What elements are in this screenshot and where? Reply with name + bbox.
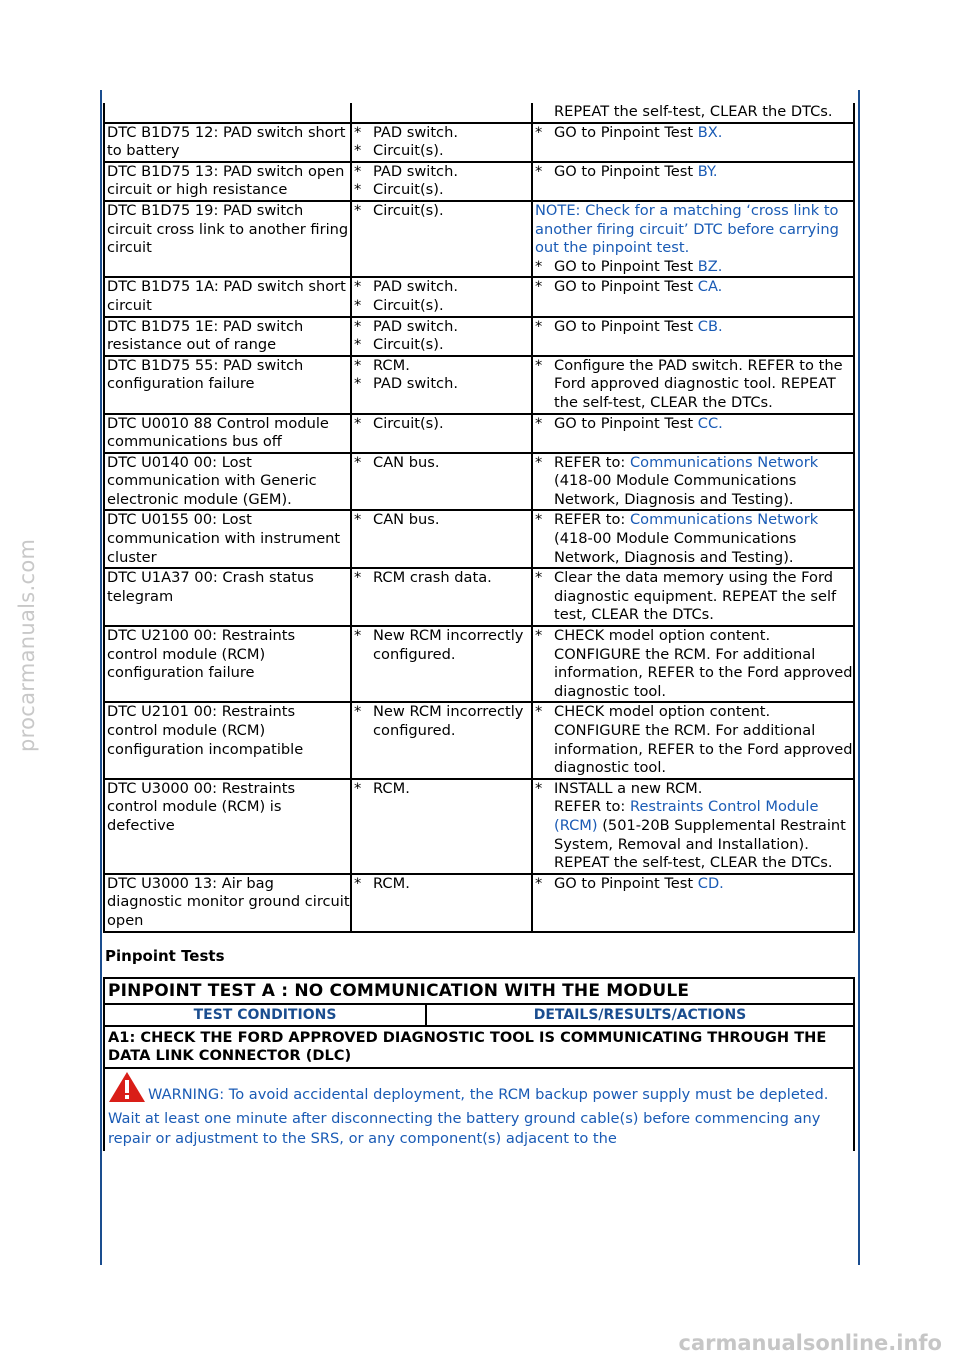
cause-text: Circuit(s). bbox=[373, 336, 444, 354]
action-cell bbox=[532, 874, 854, 932]
warning-text: WARNING: To avoid accidental deployment, the RCM backup power supply must be depleted. Wait at least one minute after disconnecting the battery ground cable(s) before commencing any repair or adjustment to the SRS, or any component(s) adjacent to the bbox=[108, 1085, 829, 1147]
test-conditions-label: TEST CONDITIONS bbox=[193, 1006, 337, 1023]
possible-causes-cell bbox=[351, 510, 532, 568]
possible-causes-cell bbox=[351, 702, 532, 778]
cross-reference-link[interactable]: CD. bbox=[697, 874, 724, 892]
action-text-lead: REFER to: bbox=[554, 511, 630, 529]
action-item bbox=[535, 163, 853, 182]
possible-causes-cell bbox=[351, 201, 532, 277]
action-text bbox=[554, 103, 853, 122]
cause-item bbox=[354, 181, 531, 200]
pinpoint-test-table bbox=[103, 977, 855, 1151]
bullet-star: * bbox=[354, 779, 362, 797]
cause-item bbox=[354, 297, 531, 316]
cause-text: CAN bus. bbox=[373, 453, 440, 471]
warning-block bbox=[104, 1068, 854, 1151]
bullet-star: * bbox=[354, 296, 362, 314]
bullet-star: * bbox=[354, 627, 362, 645]
action-cell bbox=[532, 510, 854, 568]
cause-item bbox=[354, 415, 531, 434]
bullet-star: * bbox=[535, 123, 543, 141]
dtc-row bbox=[104, 356, 854, 414]
bullet-star: * bbox=[354, 162, 362, 180]
action-text-lead: GO to Pinpoint Test bbox=[554, 278, 698, 296]
cause-text: PAD switch. bbox=[373, 278, 458, 296]
cause-item bbox=[354, 357, 531, 376]
cause-item bbox=[354, 569, 531, 588]
dtc-code-cell: DTC B1D75 55: PAD switch configuration failure bbox=[104, 356, 351, 414]
action-item bbox=[535, 627, 853, 701]
dtc-code-cell: DTC B1D75 1E: PAD switch resistance out of range bbox=[104, 317, 351, 356]
cause-item bbox=[354, 454, 531, 473]
cause-text: New RCM incorrectly configured. bbox=[373, 703, 524, 739]
action-item bbox=[535, 278, 853, 297]
dtc-row bbox=[104, 201, 854, 277]
cause-item bbox=[354, 124, 531, 143]
action-text-lead: CHECK model option content. CONFIGURE the RCM. For additional information, REFER to the Ford approved diagnostic tool. bbox=[554, 627, 853, 700]
possible-causes-cell bbox=[351, 414, 532, 453]
dtc-code-cell: DTC B1D75 13: PAD switch open circuit or high resistance bbox=[104, 162, 351, 201]
bullet-star: * bbox=[535, 414, 543, 432]
possible-causes-cell bbox=[351, 103, 532, 123]
cause-text: RCM. bbox=[373, 874, 410, 892]
bullet-star: * bbox=[354, 336, 362, 354]
bullet-star: * bbox=[354, 201, 362, 219]
action-text bbox=[554, 454, 853, 510]
action-item bbox=[535, 511, 853, 567]
dtc-row bbox=[104, 874, 854, 932]
action-text-lead: GO to Pinpoint Test bbox=[554, 123, 698, 141]
test-conditions-header bbox=[104, 1004, 426, 1026]
pinpoint-tests-heading: Pinpoint Tests bbox=[105, 946, 225, 965]
dtc-code-cell: DTC B1D75 1A: PAD switch short circuit bbox=[104, 277, 351, 316]
action-text-lead: INSTALL a new RCM. REFER to: bbox=[554, 779, 703, 816]
right-margin-rule bbox=[858, 90, 860, 1265]
bullet-star: * bbox=[354, 278, 362, 296]
cause-item bbox=[354, 375, 531, 394]
bullet-star: * bbox=[354, 317, 362, 335]
cause-text: New RCM incorrectly configured. bbox=[373, 627, 524, 663]
cause-item bbox=[354, 780, 531, 799]
cause-item bbox=[354, 703, 531, 740]
details-header bbox=[426, 1004, 854, 1026]
action-cell bbox=[532, 626, 854, 702]
bottom-watermark: carmanualsonline.info bbox=[678, 1331, 942, 1355]
action-text bbox=[554, 780, 853, 873]
action-text-lead: Clear the data memory using the Ford diagnostic equipment. REPEAT the self test, CLEAR the DTCs. bbox=[554, 569, 837, 624]
cause-text: PAD switch. bbox=[373, 162, 458, 180]
bullet-star: * bbox=[535, 257, 543, 275]
dtc-row bbox=[104, 510, 854, 568]
action-item bbox=[535, 258, 853, 277]
bullet-star: * bbox=[535, 356, 543, 374]
cross-reference-link[interactable]: Communications Network bbox=[629, 453, 819, 471]
cross-reference-link[interactable]: CA. bbox=[697, 278, 723, 296]
action-item bbox=[535, 124, 853, 143]
action-item bbox=[535, 454, 853, 510]
action-item bbox=[535, 703, 853, 777]
action-text-lead: GO to Pinpoint Test bbox=[554, 162, 698, 180]
possible-causes-cell bbox=[351, 162, 532, 201]
bullet-star: * bbox=[354, 414, 362, 432]
bullet-star: * bbox=[535, 569, 543, 587]
action-item bbox=[535, 103, 853, 122]
cause-item bbox=[354, 627, 531, 664]
dtc-row bbox=[104, 626, 854, 702]
bullet-star bbox=[535, 103, 554, 122]
bullet-star: * bbox=[535, 627, 543, 645]
warning-triangle-icon bbox=[108, 1071, 146, 1109]
action-text bbox=[554, 875, 853, 894]
dtc-code-cell bbox=[104, 103, 351, 123]
note-text: NOTE: Check for a matching ‘cross link to another firing circuit’ DTC before carrying out the pinpoint test. bbox=[535, 201, 839, 257]
dtc-row bbox=[104, 277, 854, 316]
action-cell bbox=[532, 162, 854, 201]
possible-causes-cell bbox=[351, 356, 532, 414]
action-text-trail: (418-00 Module Communications Network, Diagnosis and Testing). bbox=[554, 472, 797, 508]
dtc-code-cell: DTC U0140 00: Lost communication with Generic electronic module (GEM). bbox=[104, 453, 351, 511]
dtc-code-cell: DTC U0155 00: Lost communication with instrument cluster bbox=[104, 510, 351, 568]
action-text bbox=[554, 415, 853, 434]
dtc-code-cell: DTC U3000 00: Restraints control module (RCM) is defective bbox=[104, 779, 351, 874]
bullet-star: * bbox=[535, 278, 543, 296]
dtc-row bbox=[104, 414, 854, 453]
action-cell bbox=[532, 103, 854, 123]
action-text bbox=[554, 318, 853, 337]
bullet-star: * bbox=[535, 703, 543, 721]
action-cell bbox=[532, 201, 854, 277]
possible-causes-cell bbox=[351, 874, 532, 932]
cross-reference-link[interactable]: BZ. bbox=[697, 257, 723, 275]
action-text bbox=[554, 569, 853, 625]
cause-item bbox=[354, 511, 531, 530]
cause-text: RCM. bbox=[373, 779, 410, 797]
cause-text: PAD switch. bbox=[373, 123, 458, 141]
action-item bbox=[535, 875, 853, 894]
bullet-star: * bbox=[354, 569, 362, 587]
dtc-code-cell: DTC B1D75 12: PAD switch short to battery bbox=[104, 123, 351, 162]
dtc-row bbox=[104, 162, 854, 201]
dtc-row bbox=[104, 103, 854, 123]
action-text bbox=[554, 258, 853, 277]
action-cell bbox=[532, 568, 854, 626]
action-cell bbox=[532, 779, 854, 874]
action-text-lead: REPEAT the self-test, CLEAR the DTCs. bbox=[554, 103, 833, 120]
possible-causes-cell bbox=[351, 317, 532, 356]
step-a1-heading: A1: CHECK THE FORD APPROVED DIAGNOSTIC TOOL IS COMMUNICATING THROUGH THE DATA LINK CONNECTOR (DLC) bbox=[104, 1026, 854, 1068]
dtc-row bbox=[104, 453, 854, 511]
possible-causes-cell bbox=[351, 277, 532, 316]
cross-reference-link[interactable]: Communications Network bbox=[629, 511, 819, 529]
cause-text: Circuit(s). bbox=[373, 414, 444, 432]
cause-item bbox=[354, 336, 531, 355]
action-text bbox=[554, 511, 853, 567]
dtc-row bbox=[104, 123, 854, 162]
action-cell bbox=[532, 317, 854, 356]
possible-causes-cell bbox=[351, 123, 532, 162]
action-cell bbox=[532, 356, 854, 414]
dtc-row bbox=[104, 317, 854, 356]
action-cell bbox=[532, 277, 854, 316]
cross-reference-link[interactable]: CC. bbox=[697, 414, 723, 432]
action-text bbox=[554, 278, 853, 297]
action-text-lead: REFER to: bbox=[554, 453, 630, 471]
possible-causes-cell bbox=[351, 453, 532, 511]
cause-text: PAD switch. bbox=[373, 375, 458, 393]
action-item bbox=[535, 780, 853, 873]
bullet-star: * bbox=[535, 511, 543, 529]
bullet-star: * bbox=[354, 123, 362, 141]
cause-text: RCM. bbox=[373, 356, 410, 374]
action-cell bbox=[532, 702, 854, 778]
bullet-star: * bbox=[535, 162, 543, 180]
bullet-star: * bbox=[535, 779, 543, 797]
action-text-lead: GO to Pinpoint Test bbox=[554, 414, 698, 432]
dtc-row bbox=[104, 568, 854, 626]
cause-text: Circuit(s). bbox=[373, 142, 444, 160]
cause-text: Circuit(s). bbox=[373, 296, 444, 314]
cause-item bbox=[354, 142, 531, 161]
action-text bbox=[554, 357, 853, 413]
bullet-star: * bbox=[535, 453, 543, 471]
bullet-star: * bbox=[354, 703, 362, 721]
cross-reference-link[interactable]: Restraints Control Module (RCM) bbox=[554, 798, 819, 834]
possible-causes-cell bbox=[351, 779, 532, 874]
action-item bbox=[535, 357, 853, 413]
cause-item bbox=[354, 875, 531, 894]
action-text-lead: CHECK model option content. CONFIGURE the RCM. For additional information, REFER to the Ford approved diagnostic tool. bbox=[554, 703, 853, 777]
cause-item bbox=[354, 318, 531, 337]
possible-causes-cell bbox=[351, 568, 532, 626]
cross-reference-link[interactable]: BY. bbox=[697, 162, 718, 180]
bullet-star: * bbox=[535, 874, 543, 892]
side-watermark: procarmanuals.com bbox=[15, 538, 39, 752]
dtc-code-cell: DTC B1D75 19: PAD switch circuit cross link to another firing circuit bbox=[104, 201, 351, 277]
action-text-trail: (501-20B Supplemental Restraint System, Removal and Installation). REPEAT the self-test, CLEAR the DTCs. bbox=[554, 816, 846, 872]
action-text-lead: GO to Pinpoint Test bbox=[554, 874, 698, 892]
bullet-star: * bbox=[535, 317, 543, 335]
left-margin-rule bbox=[100, 90, 102, 1265]
action-cell bbox=[532, 453, 854, 511]
details-label: DETAILS/RESULTS/ACTIONS bbox=[533, 1006, 747, 1023]
dtc-code-cell: DTC U3000 13: Air bag diagnostic monitor ground circuit open bbox=[104, 874, 351, 932]
action-text-trail: (418-00 Module Communications Network, Diagnosis and Testing). bbox=[554, 530, 797, 566]
cross-reference-link[interactable]: CB. bbox=[697, 317, 723, 335]
bullet-star: * bbox=[354, 874, 362, 892]
action-item bbox=[535, 569, 853, 625]
dtc-row bbox=[104, 779, 854, 874]
action-cell bbox=[532, 414, 854, 453]
dtc-code-cell: DTC U1A37 00: Crash status telegram bbox=[104, 568, 351, 626]
action-item bbox=[535, 318, 853, 337]
dtc-row bbox=[104, 702, 854, 778]
cause-item bbox=[354, 278, 531, 297]
action-text-lead: GO to Pinpoint Test bbox=[554, 317, 698, 335]
cause-text: CAN bus. bbox=[373, 511, 440, 529]
cause-text: PAD switch. bbox=[373, 317, 458, 335]
cause-item bbox=[354, 202, 531, 221]
action-item bbox=[535, 415, 853, 434]
page-content bbox=[103, 103, 855, 1151]
action-text bbox=[554, 124, 853, 143]
cause-text: Circuit(s). bbox=[373, 181, 444, 199]
action-text-lead: GO to Pinpoint Test bbox=[554, 257, 698, 275]
action-text-lead: Configure the PAD switch. REFER to the Ford approved diagnostic tool. REPEAT the self-test, CLEAR the DTCs. bbox=[554, 356, 843, 411]
action-cell bbox=[532, 123, 854, 162]
cause-text: RCM crash data. bbox=[373, 569, 492, 587]
dtc-code-cell: DTC U2101 00: Restraints control module (RCM) configuration incompatible bbox=[104, 702, 351, 778]
bullet-star: * bbox=[354, 356, 362, 374]
cause-text: Circuit(s). bbox=[373, 201, 444, 219]
bullet-star: * bbox=[354, 375, 362, 393]
dtc-code-cell: DTC U0010 88 Control module communications bus off bbox=[104, 414, 351, 453]
bullet-star: * bbox=[354, 511, 362, 529]
possible-causes-cell bbox=[351, 626, 532, 702]
bullet-star: * bbox=[354, 181, 362, 199]
dtc-table bbox=[103, 103, 855, 933]
bullet-star: * bbox=[354, 453, 362, 471]
bullet-star: * bbox=[354, 142, 362, 160]
action-text bbox=[554, 627, 853, 701]
dtc-code-cell: DTC U2100 00: Restraints control module (RCM) configuration failure bbox=[104, 626, 351, 702]
cross-reference-link[interactable]: BX. bbox=[697, 123, 723, 141]
action-text bbox=[554, 703, 853, 777]
action-text bbox=[554, 163, 853, 182]
pinpoint-test-title: PINPOINT TEST A : NO COMMUNICATION WITH THE MODULE bbox=[104, 978, 854, 1004]
cause-item bbox=[354, 163, 531, 182]
